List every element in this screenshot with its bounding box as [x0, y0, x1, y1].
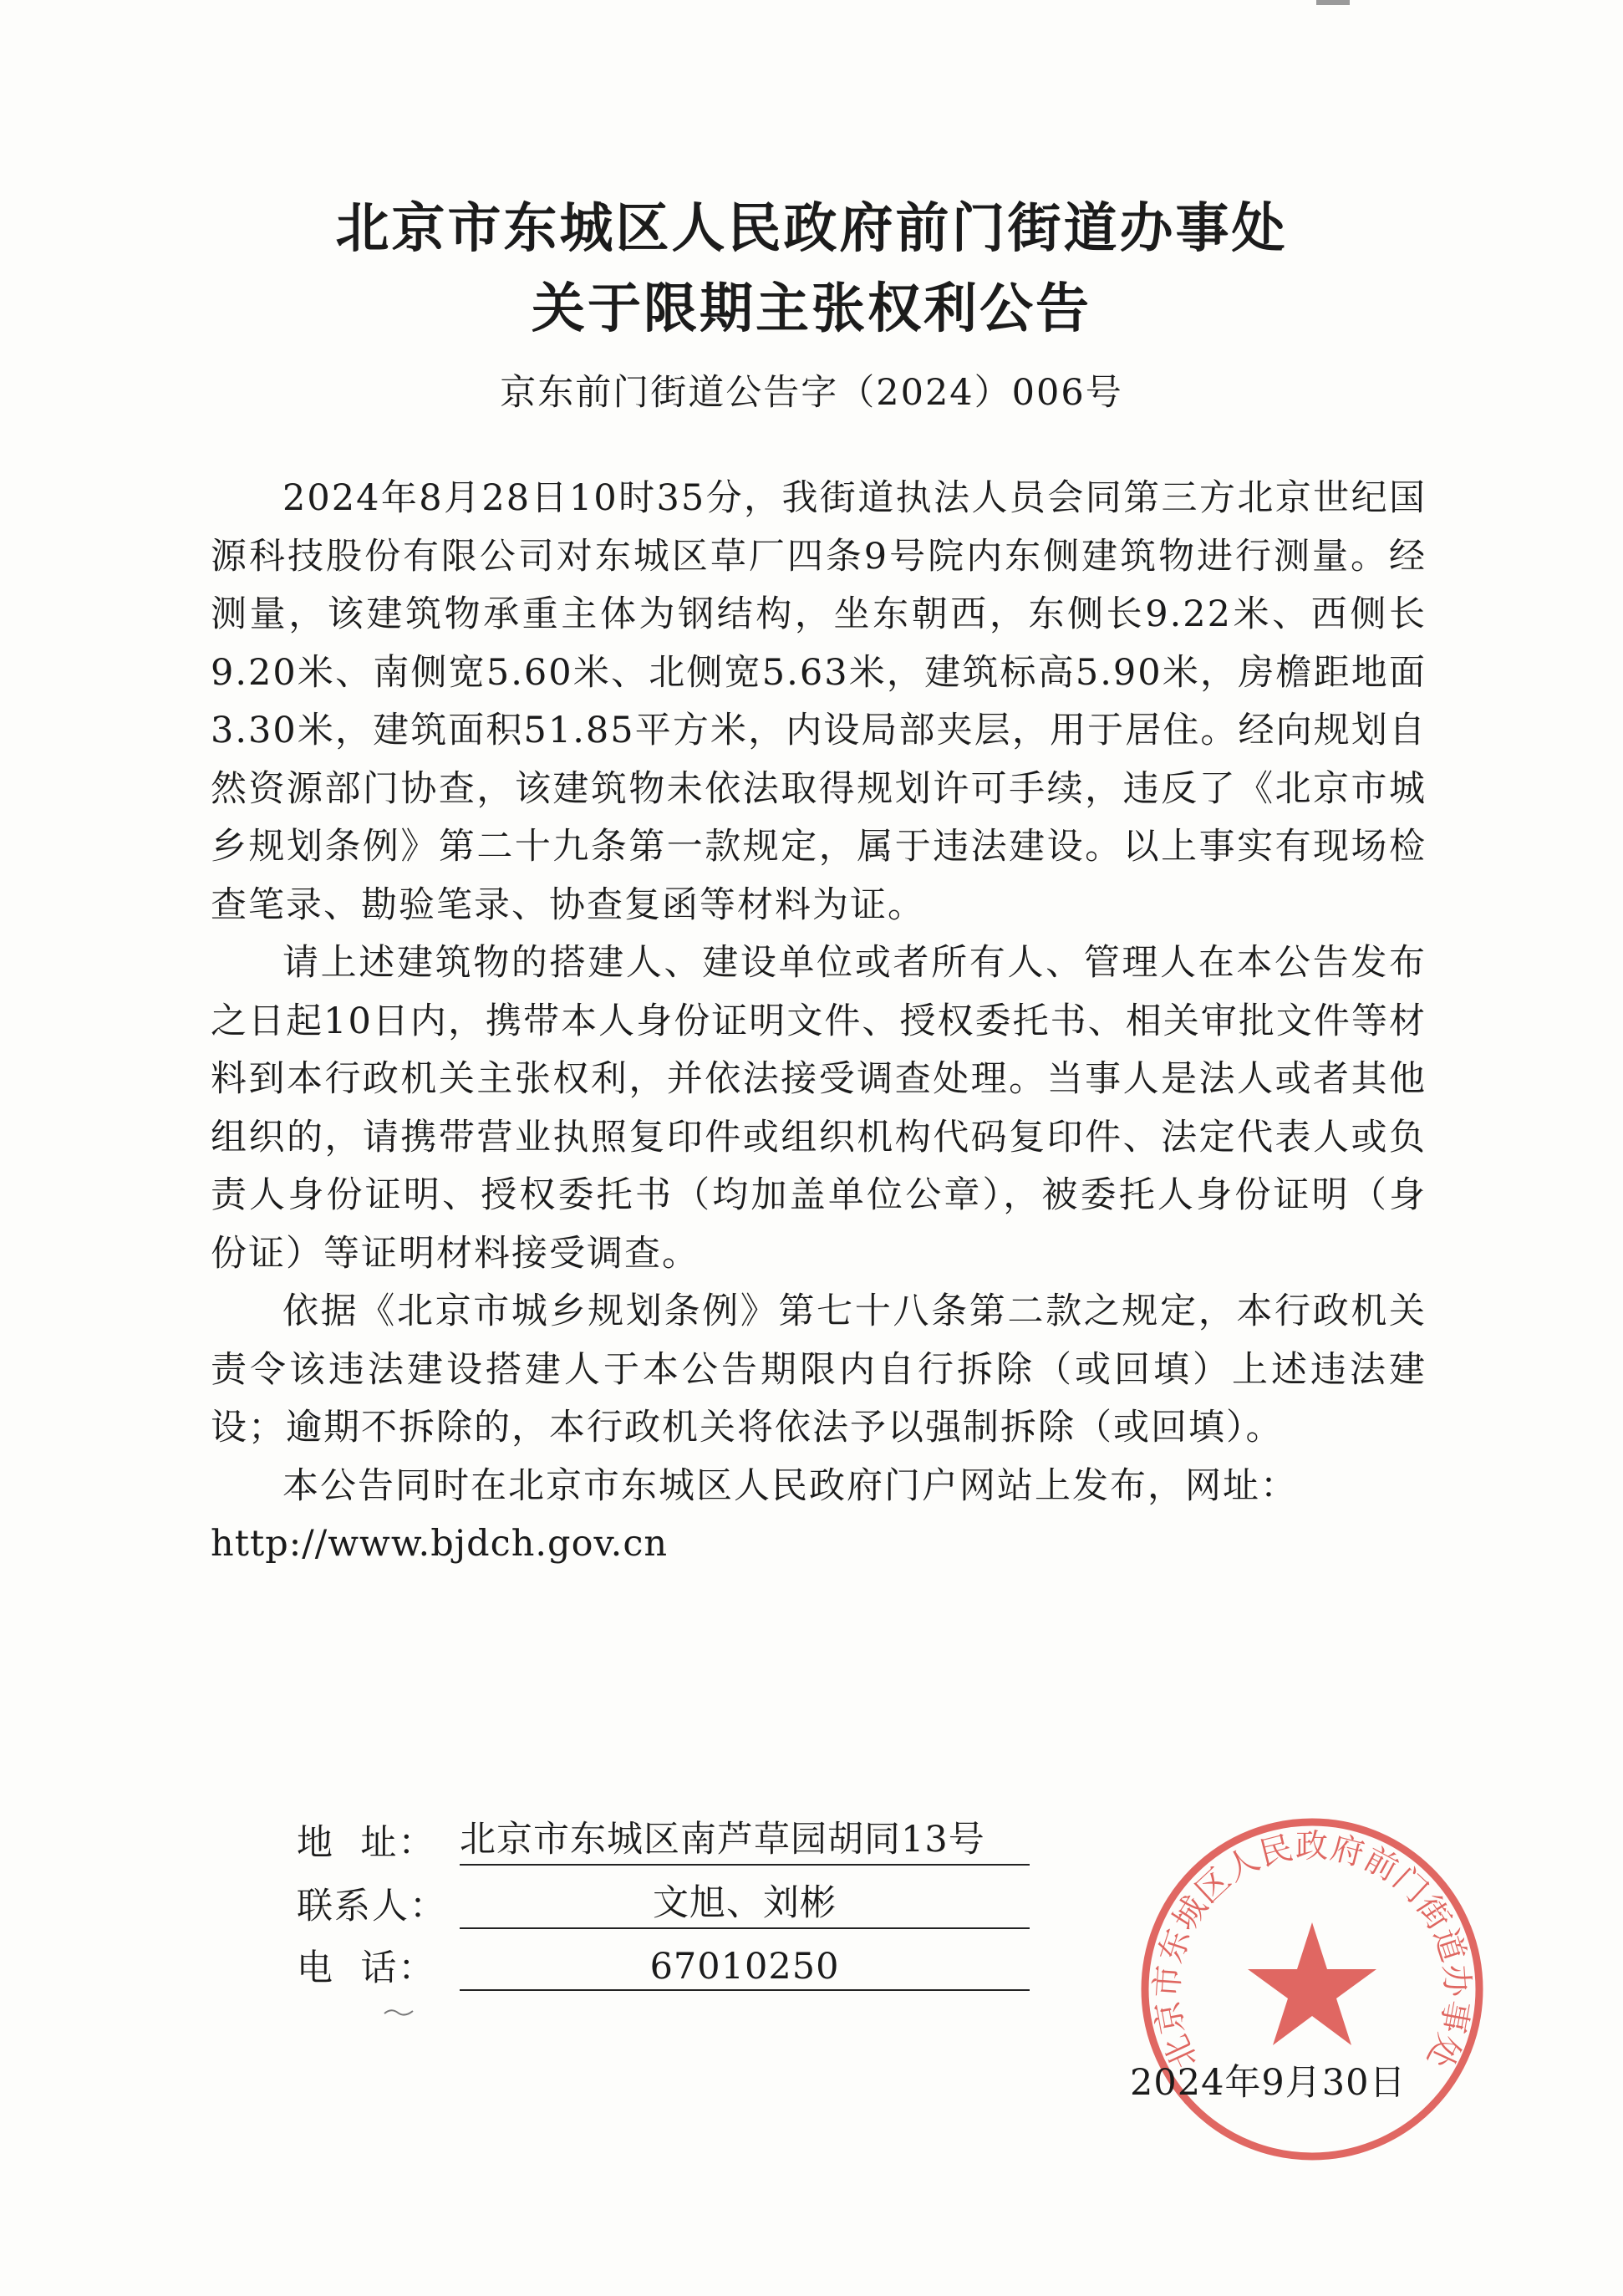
document-number: 京东前门街道公告字（2024）006号: [500, 372, 1123, 414]
contact-phone: [297, 1941, 1030, 1991]
notice-title-line2: 关于限期主张权利公告: [532, 278, 1091, 340]
seal-text: 北京市东城区人民政府前门街道办事处: [1148, 1828, 1476, 2075]
phone-label: 电 话：: [297, 1947, 436, 1989]
person-value: 文旭、刘彬: [460, 1875, 1030, 1929]
notice-body: [211, 470, 1427, 1574]
website-url: http://www.bjdch.gov.cn: [211, 1523, 669, 1565]
paragraph-order: 依据《北京市城乡规划条例》第七十八条第二款之规定，本行政机关责令该违法建设搭建人于本公告期限内自行拆除（或回填）上述违法建设；逾期不拆除的，本行政机关将依法予以强制拆除（或回填）。: [211, 1291, 1427, 1448]
ink-mark: [383, 2006, 416, 2018]
scan-mark: [1316, 0, 1350, 5]
notice-title-line1: 北京市东城区人民政府前门街道办事处: [335, 198, 1288, 260]
person-label: 联系人：: [297, 1886, 447, 1927]
phone-value: 67010250: [460, 1946, 1030, 1991]
address-label: 地 址：: [297, 1822, 436, 1864]
issue-date: 2024年9月30日: [1130, 2062, 1407, 2104]
paragraph-publication: 本公告同时在北京市东城区人民政府门户网站上发布，网址：: [282, 1464, 1298, 1507]
paragraph-claim-rights: 请上述建筑物的搭建人、建设单位或者所有人、管理人在本公告发布之日起10日内，携带本人身份证明文件、授权委托书、相关审批文件等材料到本行政机关主张权利，并依法接受调查处理。当事人是法人或者其他组织的，请携带营业执照复印件或组织机构代码复印件、法定代表人或负责人身份证明、授权委托书（均加盖单位公章），被委托人身份证明（身份证）等证明材料接受调查。: [211, 942, 1427, 1275]
seal-star-icon: [1248, 1922, 1376, 2045]
paragraph-facts: 2024年8月28日10时35分，我街道执法人员会同第三方北京世纪国源科技股份有限公司对东城区草厂四条9号院内东侧建筑物进行测量。经测量，该建筑物承重主体为钢结构，坐东朝西，东侧长9.22米、西侧长9.20米、南侧宽5.60米、北侧宽5.63米，建筑标高5.90米，房檐距地面3.30米，建筑面积51.85平方米，内设局部夹层，用于居住。经向规划自然资源部门协查，该建筑物未依法取得规划许可手续，违反了《北京市城乡规划条例》第二十九条第一款规定，属于违法建设。以上事实有现场检查笔录、勘验笔录、协查复函等材料为证。: [211, 477, 1427, 926]
address-value: 北京市东城区南芦草园胡同13号: [460, 1811, 1030, 1866]
contact-address: [297, 1815, 1030, 1866]
contact-person: [297, 1879, 1030, 1929]
official-seal: [1128, 1805, 1496, 2173]
